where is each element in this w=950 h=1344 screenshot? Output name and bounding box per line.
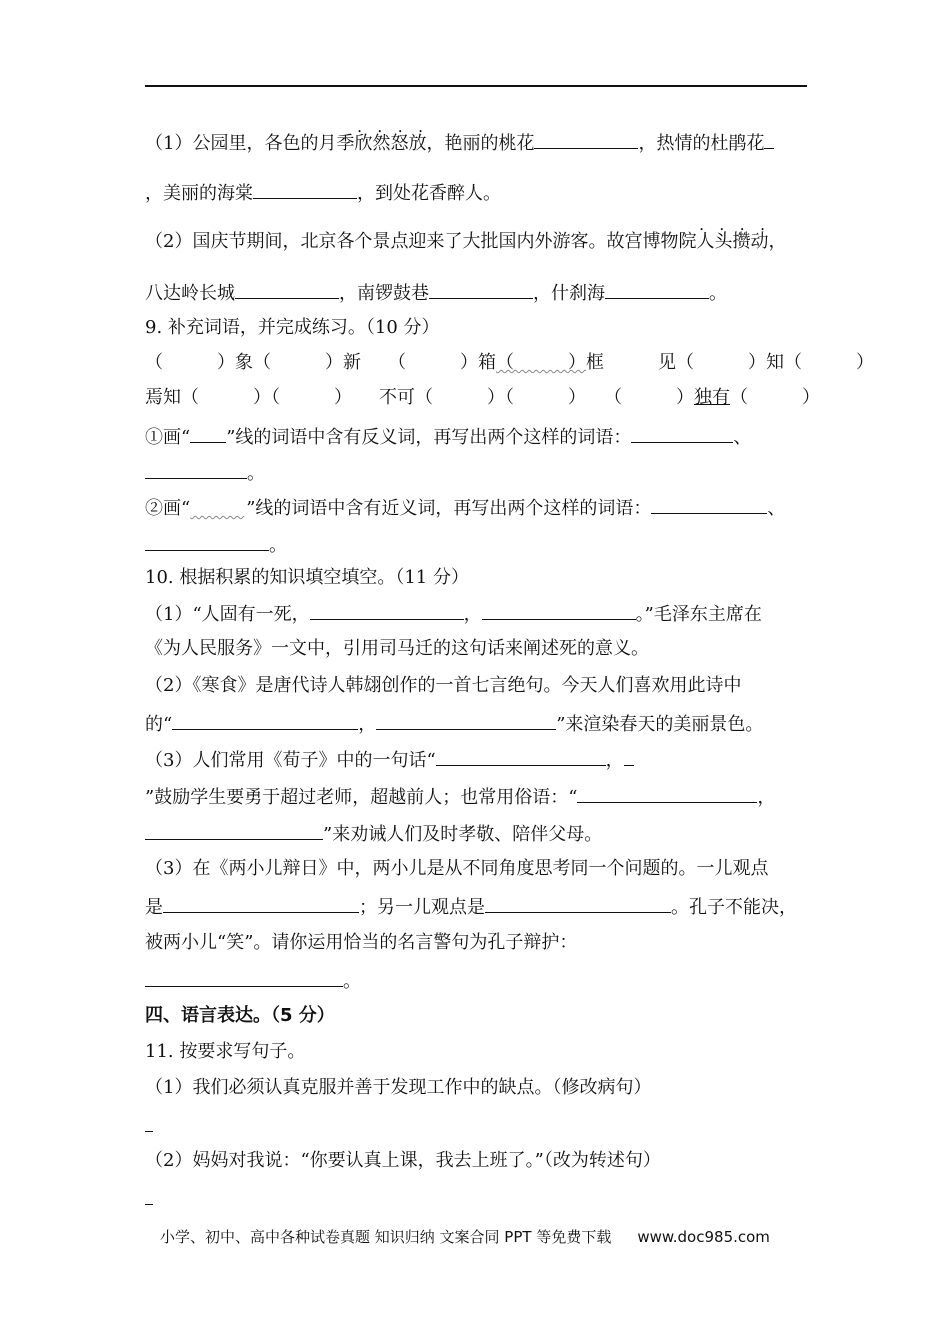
answer-blank[interactable] (310, 601, 464, 620)
answer-blank[interactable] (764, 130, 774, 149)
answer-blank[interactable] (534, 130, 638, 149)
answer-blank[interactable] (145, 1113, 153, 1132)
underlined-word: 独有 (694, 387, 730, 408)
q9-title: 9. 补充词语，并完成练习。（10 分） (145, 317, 440, 338)
q11-sentence-1: （1）我们必须认真克服并善于发现工作中的缺点。（修改病句） (145, 1077, 652, 1098)
answer-blank[interactable] (145, 821, 323, 840)
answer-blank[interactable] (145, 460, 247, 479)
answer-blank[interactable] (253, 180, 357, 199)
answer-blank[interactable] (485, 894, 671, 913)
q8-line-4: 八达岭长城 ，南锣鼓巷 ，什刹海 。 (145, 280, 727, 306)
q10-b-line-1: （2）《寒食》是唐代诗人韩翃创作的一首七言绝句。今天人们喜欢用此诗中 (145, 675, 742, 696)
answer-blank[interactable] (651, 495, 767, 514)
straight-line-sample (190, 424, 226, 443)
q8-line-2: ，美丽的海棠 ，到处花香醉人。 (145, 180, 501, 206)
footer-text: 小学、初中、高中各种试卷真题 知识归纳 文案合同 PPT 等免费下载 (160, 1228, 612, 1246)
q9-sub-2: ②画“ ”线的词语中含有近义词，再写出两个这样的词语： 、 (145, 495, 785, 521)
q11-sentence-2: （2）妈妈对我说：“你要认真上课，我去上班了。”（改为转述句） (145, 1150, 661, 1171)
wavy-line-sample (190, 497, 246, 521)
answer-blank[interactable] (429, 280, 533, 299)
q10-a-line-1: （1）“人固有一死， ， 。”毛泽东主席在 (145, 601, 762, 627)
wavy-blank[interactable]: （ ） (496, 352, 586, 373)
q10-b-line-2: 的“ ， ”来渲染春天的美丽景色。 (145, 711, 763, 737)
q10-title: 10. 根据积累的知识填空填空。（11 分） (145, 567, 469, 588)
q9-sub-1: ①画“ ”线的词语中含有反义词，再写出两个这样的词语： 、 (145, 424, 751, 450)
q11-answer-1 (145, 1113, 153, 1139)
q10-c-line-2: ”鼓励学生要勇于超过老师，超越前人；也常用俗语：“ ， (145, 784, 775, 810)
q8-emphasis-word: • • • • 欣然怒放 (354, 133, 426, 154)
q10-d-line-2: 是 ；另一儿观点是 。孔子不能决， (145, 894, 797, 920)
answer-blank[interactable] (605, 280, 709, 299)
answer-blank[interactable] (631, 424, 733, 443)
answer-blank[interactable] (163, 894, 359, 913)
q8-text: （1）公园里，各色的月季 (145, 133, 355, 154)
section-4-heading: 四、语言表达。（5 分） (145, 1005, 335, 1026)
answer-blank[interactable] (436, 747, 606, 766)
answer-blank[interactable] (577, 784, 757, 803)
answer-blank[interactable] (235, 280, 339, 299)
q10-d-line-1: （3）在《两小儿辩日》中，两小儿是从不同角度思考同一个问题的。一儿观点 (145, 858, 769, 879)
q11-title: 11. 按要求写句子。 (145, 1041, 306, 1062)
q9-row-1: （ ）象（ ）新 （ ）箱（ ）框 见（ ）知（ ） (145, 352, 874, 373)
page-footer (160, 1226, 770, 1247)
footer-url[interactable]: www.doc985.com (637, 1228, 770, 1246)
answer-blank[interactable] (624, 747, 634, 766)
answer-blank[interactable] (145, 1186, 153, 1205)
q9-sub-1-cont: 。 (145, 460, 265, 486)
q10-c-line-1: （3）人们常用《荀子》中的一句话“ ， (145, 747, 634, 773)
q9-sub-2-cont: 。 (145, 532, 287, 558)
q8-line-3: （2）国庆节期间，北京各个景点迎来了大批国内外游客。故宫博物院• • • • 人头攒动， (145, 230, 786, 254)
q9-row-2: 焉知（ ）（ ） 不可（ ）（ ） （ ）独有（ ） (145, 387, 820, 408)
q10-c-line-3: ”来劝诫人们及时孝敬、陪伴父母。 (145, 821, 602, 847)
answer-blank[interactable] (145, 532, 269, 551)
q10-d-line-3: 被两小儿“笑”。请你运用恰当的名言警句为孔子辩护： (145, 932, 578, 953)
q8-line-1: （1）公园里，各色的月季• • • • 欣然怒放，艳丽的桃花 ，热情的杜鹃花 (145, 130, 774, 156)
answer-blank[interactable] (376, 711, 556, 730)
q10-d-line-4: 。 (145, 968, 361, 994)
top-rule (145, 85, 807, 87)
q11-answer-2 (145, 1186, 153, 1212)
q10-a-line-2: 《为人民服务》一文中，引用司马迁的这句话来阐述死的意义。 (145, 638, 649, 659)
answer-blank[interactable] (172, 711, 358, 730)
answer-blank[interactable] (145, 968, 343, 987)
q8-emphasis-word: • • • • 人头攒动 (696, 231, 768, 252)
answer-blank[interactable] (482, 601, 636, 620)
